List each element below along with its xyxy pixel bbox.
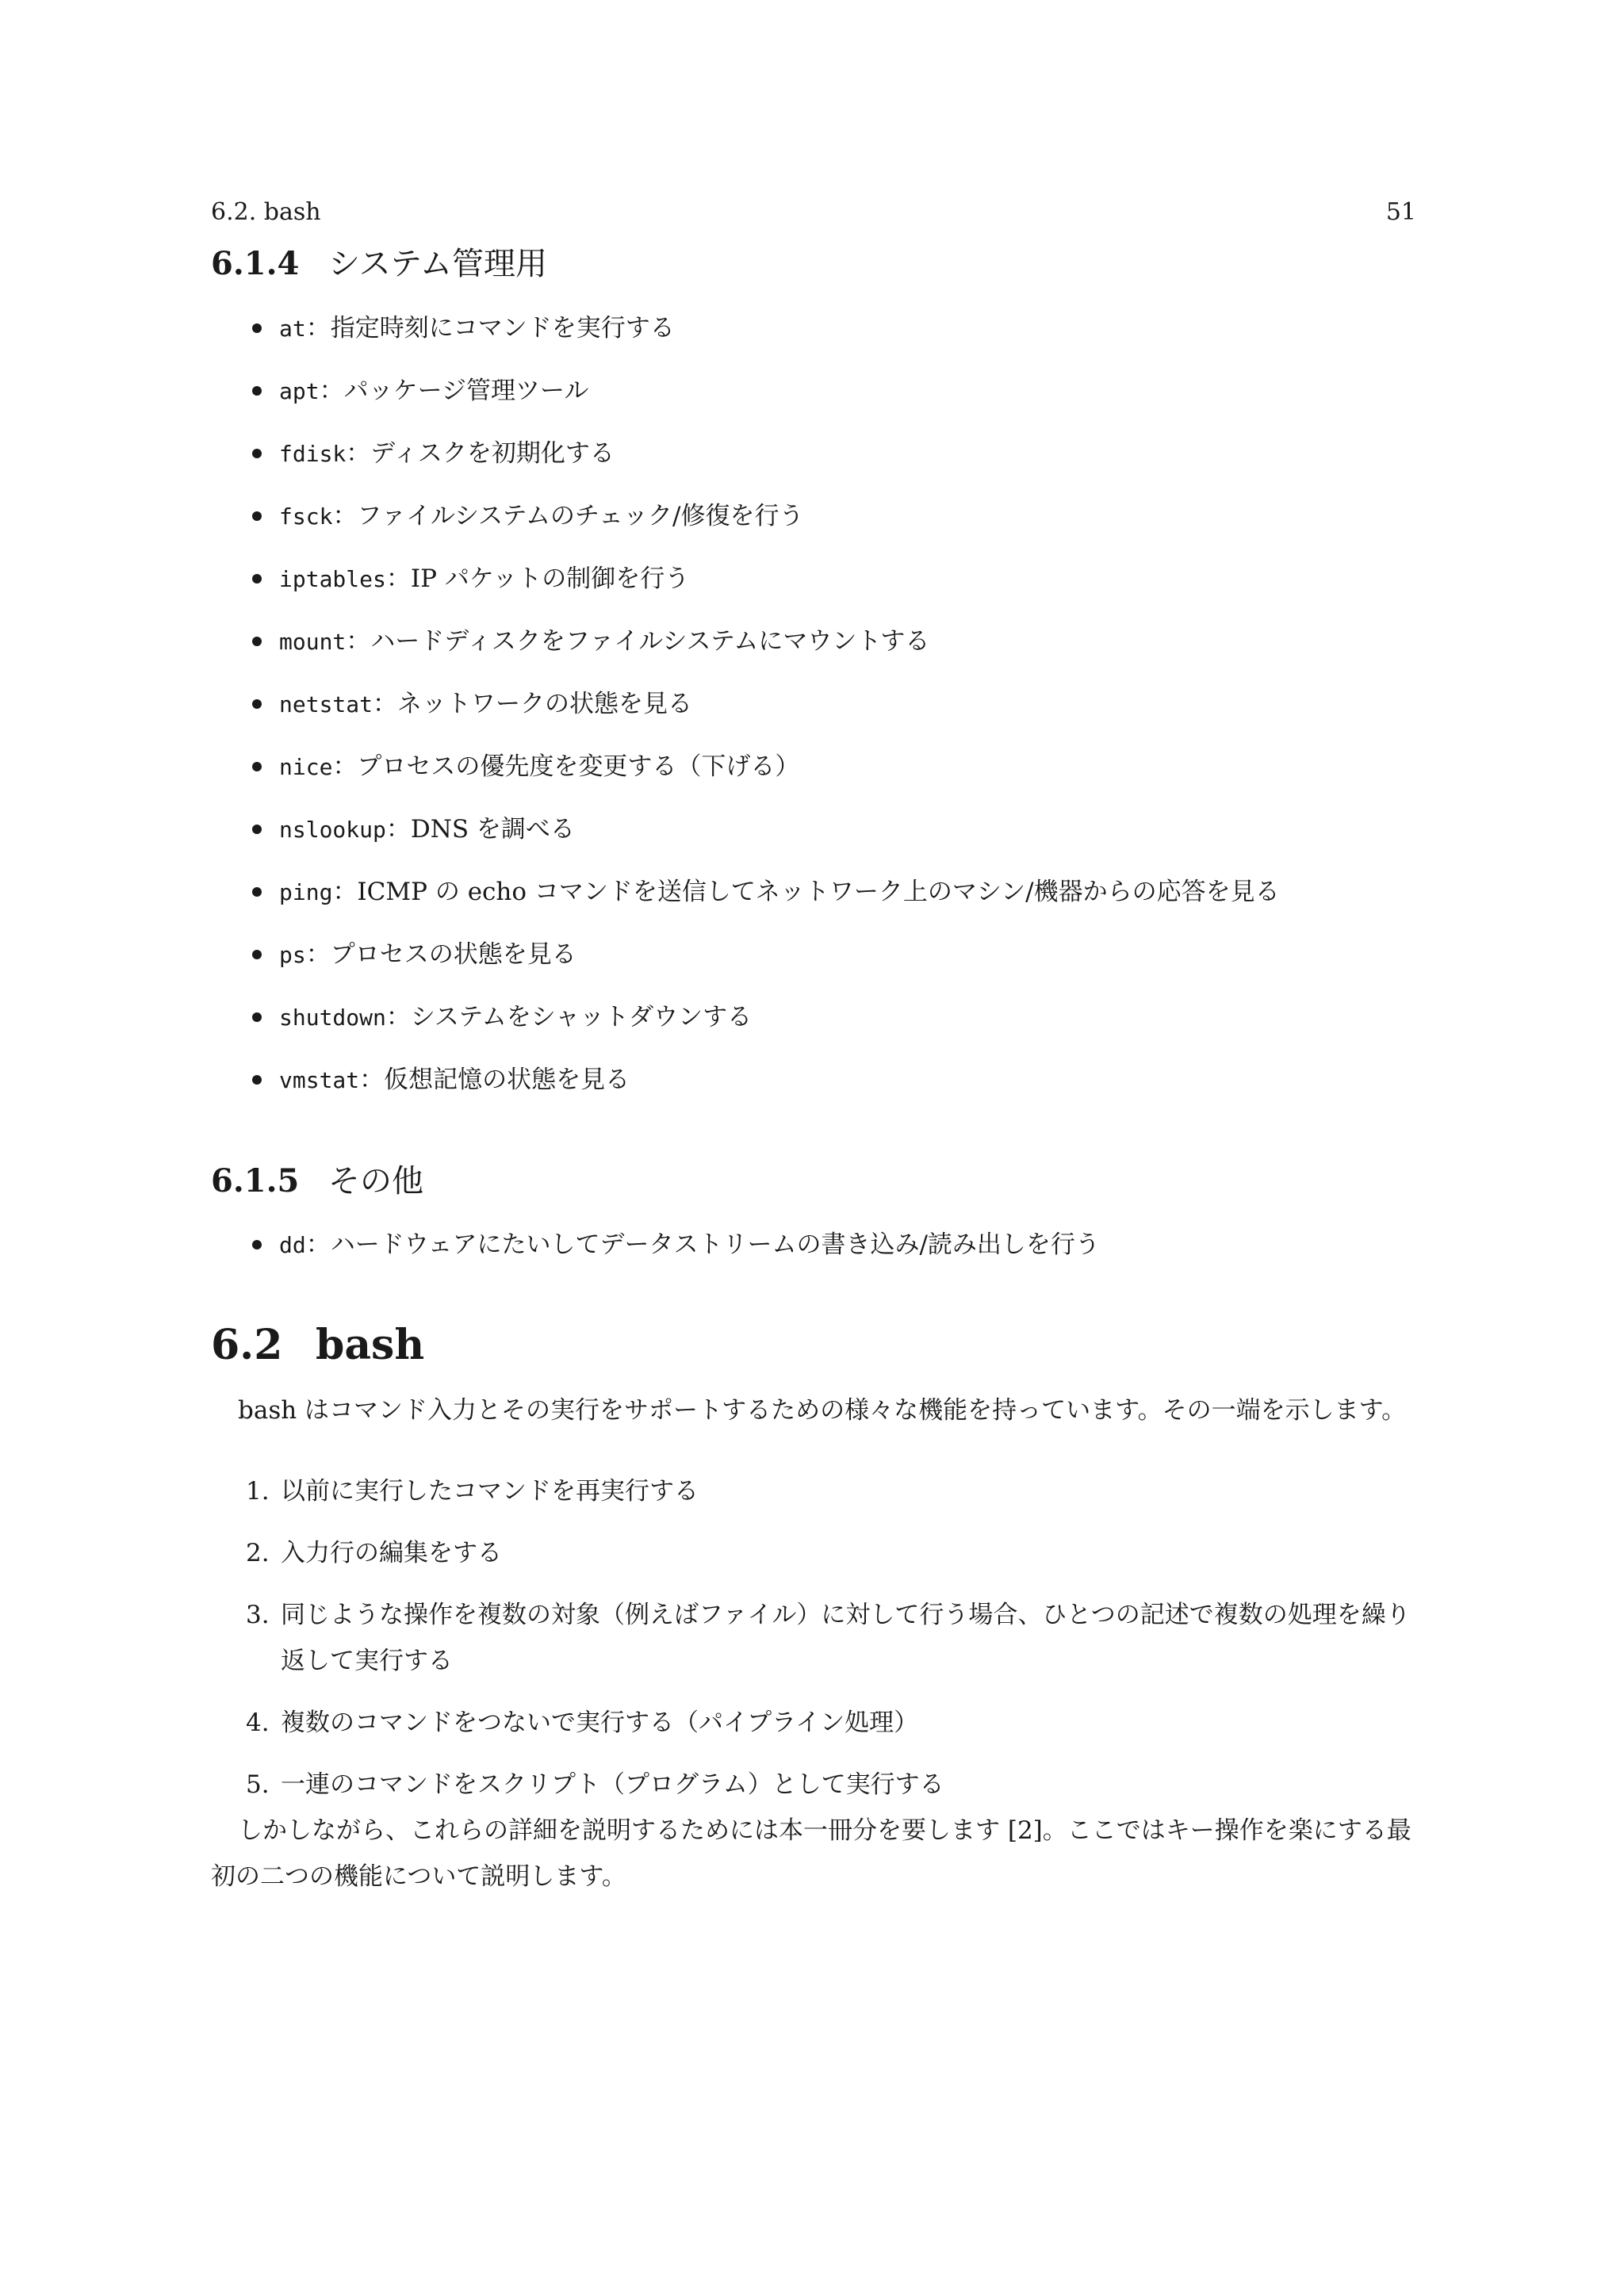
command-description: ：ハードウェアにたいしてデータストリームの書き込み/読み出しを行う (305, 1230, 1100, 1259)
item-number: 2. (246, 1539, 270, 1567)
list-item (246, 624, 1280, 687)
list-item (246, 687, 1280, 749)
section-number: 6.2 (211, 1321, 283, 1369)
item-text: 複数のコマンドをつないで実行する（パイプライン処理） (281, 1709, 919, 1737)
list-item (246, 561, 1280, 624)
list-item (246, 1700, 1416, 1746)
subsection-title-6-1-4 (211, 244, 547, 284)
list-item (246, 874, 1280, 937)
subsection-heading: システム管理用 (328, 246, 547, 282)
item-text: 一連のコマンドをスクリプト（プログラム）として実行する (281, 1770, 944, 1799)
command-description: ：ハードディスクをファイルシステムにマウントする (346, 627, 930, 656)
page-number: 51 (1385, 198, 1416, 226)
bullet-icon (252, 637, 262, 646)
list-item (246, 749, 1280, 812)
command-description: ：パッケージ管理ツール (319, 377, 589, 405)
section-title-6-2 (211, 1320, 424, 1371)
list-item (246, 1468, 1416, 1514)
list-item (246, 499, 1280, 561)
command-description: ：プロセスの状態を見る (305, 940, 576, 969)
list-item (246, 1000, 1280, 1062)
bullet-icon (252, 511, 262, 521)
list-item (246, 436, 1280, 499)
list-item (246, 1227, 1100, 1290)
command-list-system-admin (246, 311, 1280, 1125)
bullet-icon (252, 449, 262, 458)
running-head-section: 6.2. bash (211, 198, 321, 226)
command-description: ：指定時刻にコマンドを実行する (305, 314, 675, 342)
item-number: 5. (246, 1770, 270, 1799)
list-item (246, 1530, 1416, 1576)
item-number: 3. (246, 1601, 270, 1629)
item-text: 入力行の編集をする (281, 1539, 502, 1567)
bullet-icon (252, 762, 262, 771)
intro-paragraph: bash はコマンド入力とその実行をサポートするための様々な機能を持っています。その一端を示します。 (238, 1396, 1407, 1425)
list-item (246, 1062, 1280, 1125)
bullet-icon (252, 386, 262, 396)
running-head (211, 197, 1416, 228)
command-description: ：ネットワークの状態を見る (373, 690, 693, 718)
subsection-number: 6.1.4 (211, 245, 300, 282)
closing-paragraph: しかしながら、これらの詳細を説明するためには本一冊分を要します [2]。ここではキー操作を楽にする最初の二つの機能について説明します。 (211, 1816, 1411, 1891)
list-item (246, 1592, 1416, 1684)
subsection-title-6-1-5 (211, 1161, 423, 1201)
command-name: nslookup (279, 817, 386, 843)
command-name: dd (279, 1232, 306, 1258)
list-item (246, 1762, 1416, 1808)
command-name: shutdown (279, 1004, 386, 1031)
command-name: iptables (279, 566, 386, 592)
command-name: vmstat (279, 1067, 360, 1093)
item-number: 4. (246, 1709, 270, 1737)
command-name: fdisk (279, 441, 347, 467)
command-name: netstat (279, 691, 373, 718)
command-name: at (279, 316, 306, 342)
list-item (246, 373, 1280, 436)
bullet-icon (252, 323, 262, 333)
command-list-misc (246, 1227, 1100, 1290)
bullet-icon (252, 1075, 262, 1085)
command-name: ps (279, 942, 306, 968)
command-description: ：DNS を調べる (385, 815, 575, 844)
command-description: ：ICMP の echo コマンドを送信してネットワーク上のマシン/機器からの応答を見る (332, 878, 1280, 906)
command-description: ：プロセスの優先度を変更する（下げる） (332, 752, 800, 781)
command-name: fsck (279, 503, 333, 530)
command-description: ：システムをシャットダウンする (385, 1003, 753, 1031)
command-name: ping (279, 879, 333, 905)
bullet-icon (252, 887, 262, 897)
bullet-icon (252, 574, 262, 584)
command-description: ：仮想記憶の状態を見る (359, 1066, 630, 1094)
command-description: ：ファイルシステムのチェック/修復を行う (332, 502, 804, 530)
bullet-icon (252, 825, 262, 834)
bullet-icon (252, 699, 262, 709)
bullet-icon (252, 1012, 262, 1022)
bullet-icon (252, 950, 262, 959)
subsection-heading: その他 (328, 1163, 423, 1200)
section-heading: bash (316, 1321, 425, 1369)
command-name: mount (279, 629, 347, 655)
command-description: ：IP パケットの制御を行う (385, 564, 690, 593)
command-description: ：ディスクを初期化する (346, 439, 615, 468)
subsection-number: 6.1.5 (211, 1162, 300, 1200)
item-text: 以前に実行したコマンドを再実行する (281, 1477, 699, 1506)
command-name: nice (279, 754, 333, 780)
feature-list (246, 1468, 1416, 1808)
item-text: 同じような操作を複数の対象（例えばファイル）に対して行う場合、ひとつの記述で複数の処理を繰り返して実行する (281, 1601, 1411, 1675)
list-item (246, 311, 1280, 373)
list-item (246, 812, 1280, 874)
item-number: 1. (246, 1477, 270, 1506)
bullet-icon (252, 1240, 262, 1249)
list-item (246, 937, 1280, 1000)
command-name: apt (279, 378, 320, 404)
